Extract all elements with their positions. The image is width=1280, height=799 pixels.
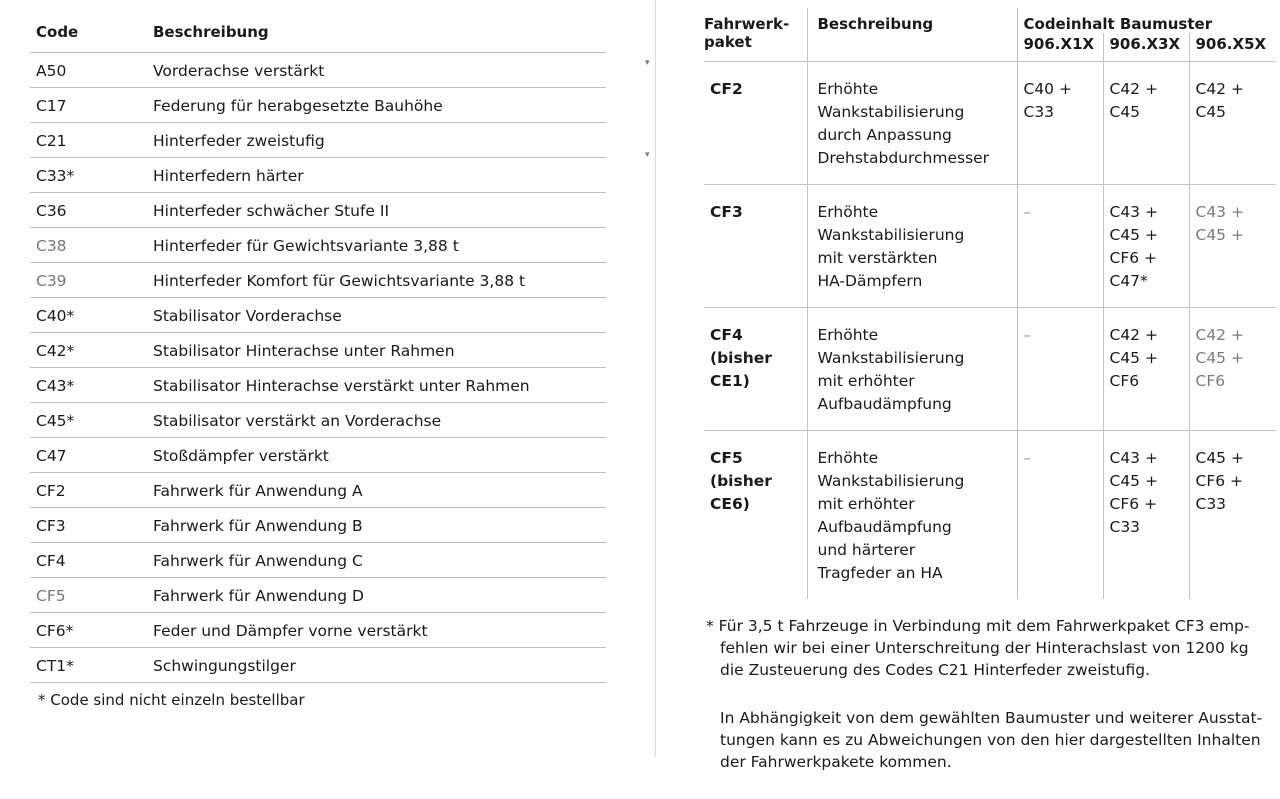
table-row: [30, 578, 606, 613]
cell-line: mit verstärkten: [817, 249, 938, 267]
table-row: [30, 333, 606, 368]
header-model-x1x: 906.X1X: [1017, 33, 1103, 62]
code-footnote: * Code sind nicht einzeln bestellbar: [38, 691, 305, 709]
row-description: Stoßdämpfer verstärkt: [153, 446, 329, 465]
cell-line: C45: [1195, 103, 1227, 121]
cell-line: Wankstabilisierung: [817, 349, 965, 367]
note-line: tungen kann es zu Abweichungen von den hier dargestellten Inhalten: [720, 731, 1261, 749]
row-description: Stabilisator Vorderachse: [153, 306, 342, 325]
cell-line: C43 +: [1195, 203, 1244, 221]
row-code: CF3: [36, 516, 66, 535]
cell-line: Erhöhte: [817, 449, 879, 467]
table-row: [704, 62, 1276, 185]
cell-line: C45 +: [1195, 226, 1244, 244]
row-description: Fahrwerk für Anwendung D: [153, 586, 364, 605]
cell-line: –: [1023, 326, 1032, 344]
cell-description: [807, 308, 1017, 431]
table-row: [30, 193, 606, 228]
table-row: [30, 403, 606, 438]
cell-line: C42 +: [1195, 326, 1244, 344]
cell-line: HA-Dämpfern: [817, 272, 923, 290]
row-description: Feder und Dämpfer vorne verstärkt: [153, 621, 428, 640]
cell-line: Tragfeder an HA: [817, 564, 943, 582]
cell-line: CF2: [710, 80, 743, 98]
note-line: fehlen wir bei einer Unterschreitung der Hinterachslast von 1200 kg: [720, 639, 1249, 657]
cell-line: Wankstabilisierung: [817, 472, 965, 490]
code-table-body: [30, 53, 606, 683]
notes: [704, 615, 1276, 773]
row-code: C21: [36, 131, 67, 150]
header-package-line: Fahrwerk-: [704, 15, 790, 33]
note-hinterachslast: [706, 615, 1276, 681]
cell-line: Aufbaudämpfung: [817, 518, 952, 536]
table-row: [30, 543, 606, 578]
table-row: [30, 613, 606, 648]
cell-model-x1x: [1017, 185, 1103, 308]
cell-line: C42 +: [1109, 326, 1158, 344]
row-code: C45*: [36, 411, 75, 430]
row-description: Stabilisator verstärkt an Vorderachse: [153, 411, 442, 430]
note-line: * Für 3,5 t Fahrzeuge in Verbindung mit dem Fahrwerkpaket CF3 emp-: [706, 617, 1250, 635]
note-line: In Abhängigkeit von dem gewählten Baumuster und weiterer Ausstat-: [720, 709, 1263, 727]
row-code: C36: [36, 201, 67, 220]
row-code: C17: [36, 96, 67, 115]
cell-model-x3x: [1103, 62, 1189, 185]
cell-line: C43 +: [1109, 449, 1158, 467]
row-code: CT1*: [36, 656, 74, 675]
cell-line: Erhöhte: [817, 203, 879, 221]
cell-line: mit erhöhter: [817, 495, 915, 513]
cell-model-x1x: [1017, 308, 1103, 431]
table-row: [30, 648, 606, 683]
binding-mark: ▾: [645, 58, 650, 68]
row-code: C47: [36, 446, 67, 465]
table-row: [30, 508, 606, 543]
cell-line: C33: [1195, 495, 1227, 513]
cell-model-x5x: [1189, 62, 1276, 185]
cell-line: C45 +: [1195, 449, 1244, 467]
cell-line: C33: [1023, 103, 1055, 121]
row-code: C33*: [36, 166, 75, 185]
cell-model-x1x: [1017, 431, 1103, 600]
row-code: CF6*: [36, 621, 74, 640]
cell-line: –: [1023, 449, 1032, 467]
table-row: [30, 298, 606, 333]
row-code: C38: [36, 236, 67, 255]
cell-line: Erhöhte: [817, 326, 879, 344]
table-row: [30, 228, 606, 263]
cell-line: Wankstabilisierung: [817, 103, 965, 121]
row-code: CF4: [36, 551, 66, 570]
cell-line: Wankstabilisierung: [817, 226, 965, 244]
table-row: [704, 308, 1276, 431]
row-description: Fahrwerk für Anwendung A: [153, 481, 363, 500]
cell-line: CF4: [710, 326, 743, 344]
row-description: Vorderachse verstärkt: [153, 61, 325, 80]
page-gutter: [655, 0, 656, 757]
cell-model-x3x: [1103, 431, 1189, 600]
cell-model-x5x: [1189, 308, 1276, 431]
cell-package: [704, 308, 807, 431]
cell-line: CF3: [710, 203, 743, 221]
cell-model-x1x: [1017, 62, 1103, 185]
row-description: Hinterfeder Komfort für Gewichtsvariante 3,88 t: [153, 271, 526, 290]
header-description: Beschreibung: [807, 8, 1017, 62]
cell-line: –: [1023, 203, 1032, 221]
row-code: CF2: [36, 481, 66, 500]
row-description: Hinterfeder schwächer Stufe II: [153, 201, 390, 220]
cell-line: Erhöhte: [817, 80, 879, 98]
cell-line: Aufbaudämpfung: [817, 395, 952, 413]
table-row: [30, 158, 606, 193]
header-description: Beschreibung: [153, 23, 269, 41]
table-row: [704, 431, 1276, 600]
cell-line: CF6: [1195, 372, 1226, 390]
package-section: [704, 8, 1276, 799]
cell-line: C42 +: [1109, 80, 1158, 98]
row-description: Hinterfeder zweistufig: [153, 131, 325, 150]
row-description: Schwingungstilger: [153, 656, 296, 675]
cell-model-x5x: [1189, 185, 1276, 308]
cell-line: C40 +: [1023, 80, 1072, 98]
cell-line: und härterer: [817, 541, 916, 559]
code-table-header: [30, 12, 606, 53]
cell-line: CF6 +: [1195, 472, 1244, 490]
cell-line: C42 +: [1195, 80, 1244, 98]
table-row: [30, 53, 606, 88]
row-description: Stabilisator Hinterachse verstärkt unter Rahmen: [153, 376, 530, 395]
row-description: Hinterfedern härter: [153, 166, 304, 185]
package-table: [704, 8, 1276, 599]
cell-line: C45 +: [1195, 349, 1244, 367]
row-description: Stabilisator Hinterachse unter Rahmen: [153, 341, 455, 360]
row-description: Fahrwerk für Anwendung C: [153, 551, 363, 570]
code-table: [30, 12, 606, 709]
table-row: [30, 263, 606, 298]
cell-description: [807, 185, 1017, 308]
cell-package: [704, 185, 807, 308]
row-code: C42*: [36, 341, 75, 360]
cell-description: [807, 431, 1017, 600]
note-line: die Zusteuerung des Codes C21 Hinterfeder zweistufig.: [720, 661, 1151, 679]
note-line: der Fahrwerkpakete kommen.: [720, 753, 952, 771]
cell-line: C45 +: [1109, 226, 1158, 244]
cell-line: C45: [1109, 103, 1141, 121]
row-description: Hinterfeder für Gewichtsvariante 3,88 t: [153, 236, 459, 255]
table-row: [30, 88, 606, 123]
note-abweichungen: [706, 707, 1276, 773]
header-model-x5x: 906.X5X: [1189, 33, 1276, 62]
cell-package: [704, 62, 807, 185]
cell-line: (bisher: [710, 472, 772, 490]
table-row: [30, 123, 606, 158]
cell-model-x3x: [1103, 185, 1189, 308]
header-code: Code: [36, 23, 79, 41]
cell-line: CF5: [710, 449, 743, 467]
cell-line: C43 +: [1109, 203, 1158, 221]
table-row: [30, 438, 606, 473]
binding-mark: ▾: [645, 150, 650, 160]
row-code: C40*: [36, 306, 75, 325]
cell-line: CE6): [710, 495, 750, 513]
table-row: [30, 473, 606, 508]
header-package-line: paket: [704, 33, 752, 51]
header-model-x3x: 906.X3X: [1103, 33, 1189, 62]
cell-line: CF6 +: [1109, 249, 1158, 267]
row-description: Federung für herabgesetzte Bauhöhe: [153, 96, 443, 115]
row-code: C43*: [36, 376, 75, 395]
cell-line: C45 +: [1109, 472, 1158, 490]
cell-line: CE1): [710, 372, 750, 390]
row-code: CF5: [36, 586, 66, 605]
table-row: [704, 185, 1276, 308]
cell-description: [807, 62, 1017, 185]
cell-model-x3x: [1103, 308, 1189, 431]
cell-model-x5x: [1189, 431, 1276, 600]
row-code: A50: [36, 61, 67, 80]
header-code-content: Codeinhalt Baumuster: [1017, 8, 1276, 33]
row-description: Fahrwerk für Anwendung B: [153, 516, 363, 535]
cell-line: CF6 +: [1109, 495, 1158, 513]
cell-line: (bisher: [710, 349, 772, 367]
cell-line: C33: [1109, 518, 1141, 536]
cell-line: durch Anpassung: [817, 126, 952, 144]
cell-line: mit erhöhter: [817, 372, 915, 390]
header-package: [704, 8, 807, 62]
cell-package: [704, 431, 807, 600]
cell-line: C45 +: [1109, 349, 1158, 367]
cell-line: CF6: [1109, 372, 1140, 390]
cell-line: C47*: [1109, 272, 1148, 290]
table-row: [30, 368, 606, 403]
row-code: C39: [36, 271, 67, 290]
cell-line: Drehstabdurchmesser: [817, 149, 990, 167]
